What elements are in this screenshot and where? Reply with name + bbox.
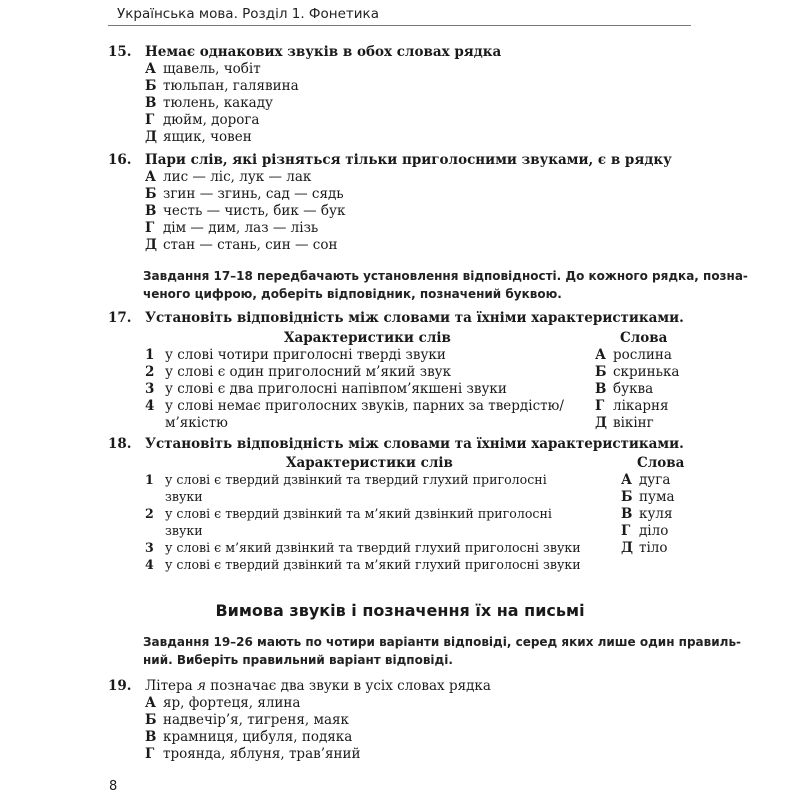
question-text: Немає однакових звуків в обох словах рядка [145,44,502,60]
option-d: Г троянда, яблуня, трав’яний [145,746,361,762]
question-number: 19. [108,678,132,694]
option-c: В тюлень, какаду [145,95,273,111]
question-text: Установіть відповідність між словами та їхніми характеристиками. [145,436,684,452]
answer-b: Б скринька [595,364,680,380]
option-b: Б тюльпан, галявина [145,78,299,94]
column-header-characteristics: Характеристики слів [284,330,451,346]
option-a: А лис — ліс, лук — лак [145,169,312,185]
option-b: Б надвечір’я, тигреня, маяк [145,712,349,728]
instruction-single-choice: Завдання 19–26 мають по чотири варіанти відповіді, серед яких лише один правиль- ний. Виберіть правильний варіант відповіді. [143,635,742,667]
question-text: Установіть відповідність між словами та їхніми характеристиками. [145,310,684,326]
answer-d: Г лікарня [595,398,669,414]
answer-a: А рослина [595,347,672,363]
running-header: Українська мова. Розділ 1. Фонетика [117,6,379,22]
option-e: Д ящик, човен [145,129,252,145]
answer-c: В буква [595,381,654,397]
answer-d: Г діло [621,523,669,539]
answer-e: Д тіло [621,540,668,556]
option-e: Д стан — стань, син — сон [145,237,338,253]
answer-a: А дуга [621,472,671,488]
column-header-words: Слова [620,330,668,346]
question-text: Пари слів, які різняться тільки приголосними звуками, є в рядку [145,152,672,168]
instruction-matching: Завдання 17–18 передбачають установлення відповідності. До кожного рядка, позна- ченого цифрою, доберіть відповідник, позначений буквою. [143,269,748,301]
option-d: Г дюйм, дорога [145,112,260,128]
page-number: 8 [109,779,118,794]
option-c: В честь — чисть, бик — бук [145,203,346,219]
answer-c: В куля [621,506,673,522]
option-a: А яр, фортеця, ялина [145,695,301,711]
header-rule [108,25,691,26]
option-c: В крамниця, цибуля, подяка [145,729,353,745]
question-number: 15. [108,44,132,60]
option-d: Г дім — дим, лаз — лізь [145,220,319,236]
question-number: 16. [108,152,132,168]
section-title: Вимова звуків і позначення їх на письмі [215,601,585,620]
column-header-characteristics: Характеристики слів [286,455,453,471]
column-header-words: Слова [637,455,685,471]
question-number: 17. [108,310,132,326]
question-text: Літера я позначає два звуки в усіх словах рядка [145,678,491,694]
answer-b: Б пума [621,489,675,505]
question-number: 18. [108,436,132,452]
option-b: Б згин — згинь, сад — сядь [145,186,344,202]
option-a: А щавель, чобіт [145,61,261,77]
answer-e: Д вікінг [595,415,654,431]
